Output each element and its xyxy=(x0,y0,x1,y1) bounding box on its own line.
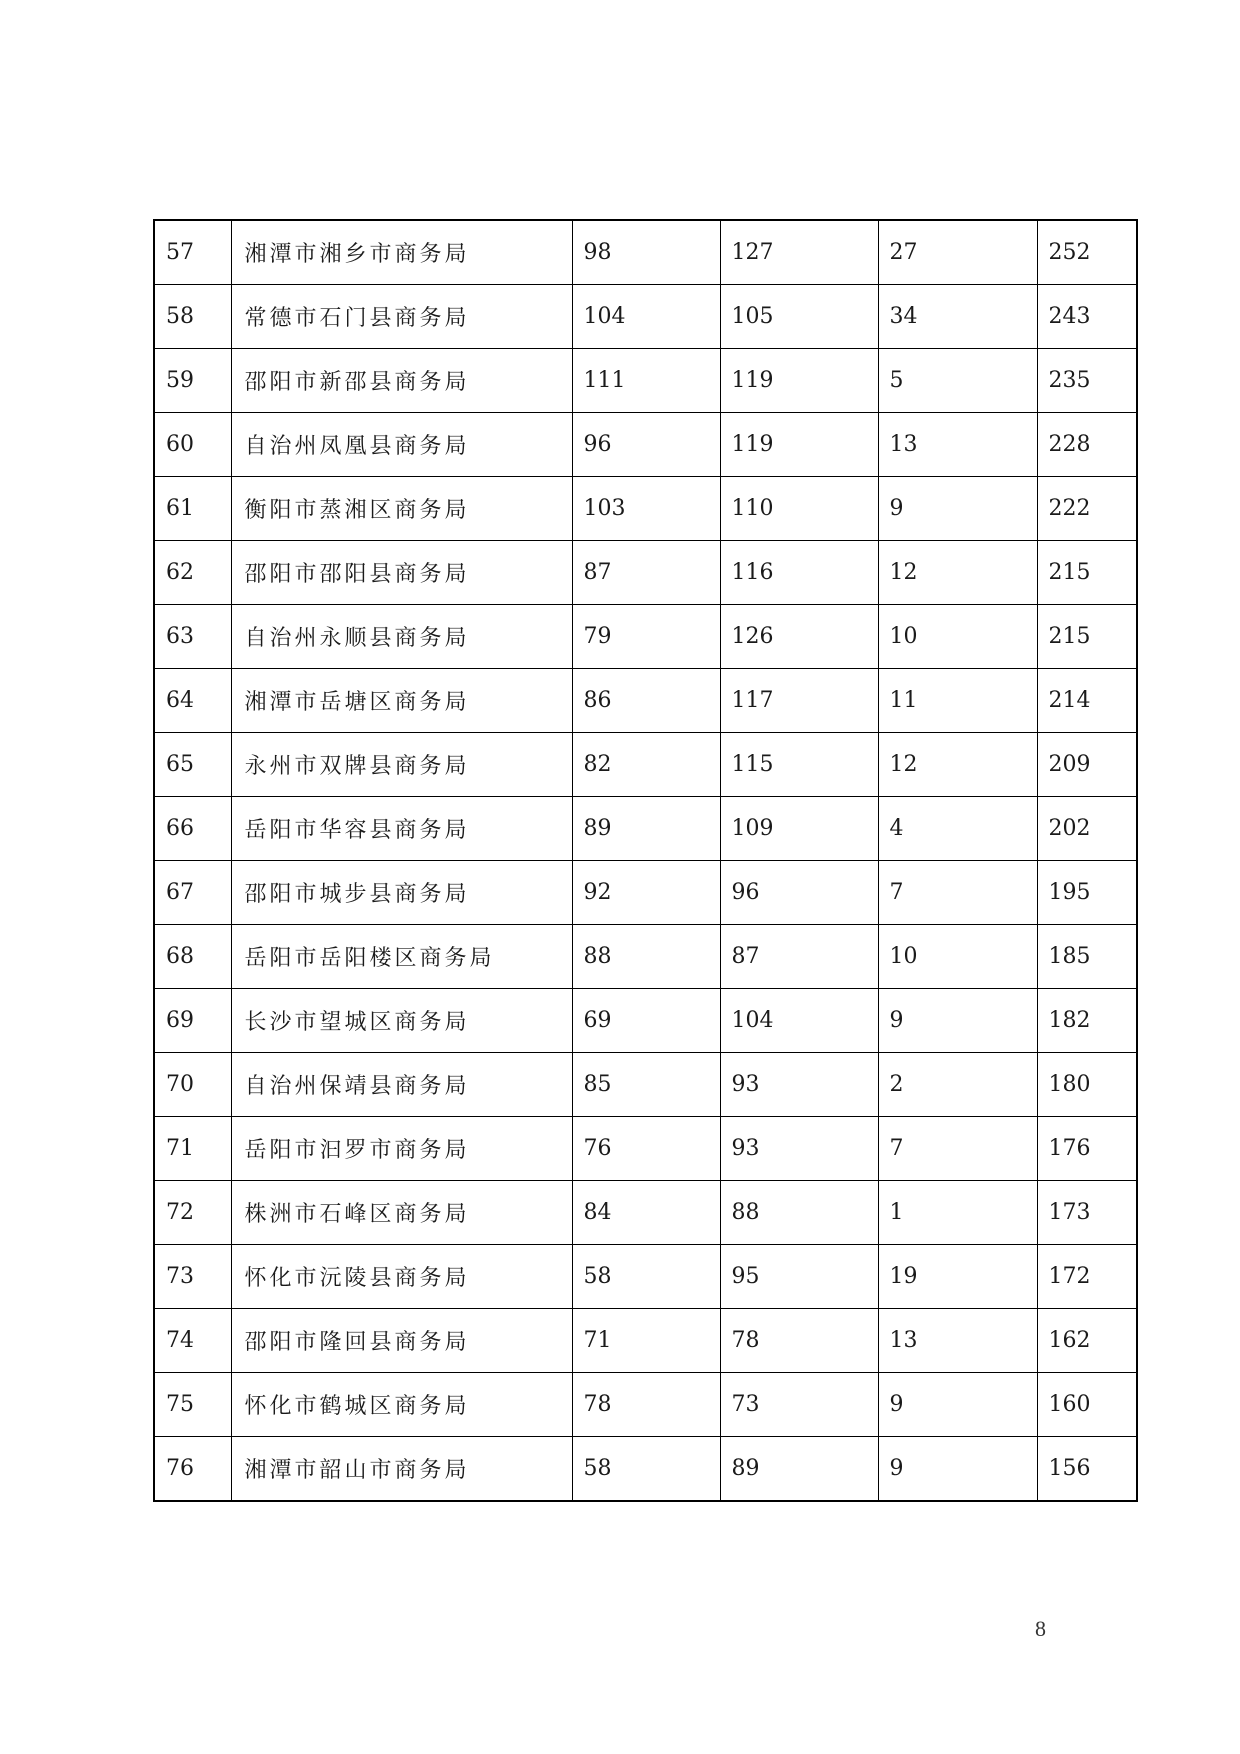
table-row xyxy=(154,1181,1137,1245)
rank-cell: 62 xyxy=(154,541,231,605)
value-cell-c: 10 xyxy=(878,925,1037,989)
rank-cell: 71 xyxy=(154,1117,231,1181)
bureau-name-cell: 湘潭市湘乡市商务局 xyxy=(231,220,572,285)
table-row xyxy=(154,1053,1137,1117)
total-cell: 209 xyxy=(1037,733,1137,797)
value-cell-a: 87 xyxy=(572,541,720,605)
value-cell-a: 76 xyxy=(572,1117,720,1181)
value-cell-a: 84 xyxy=(572,1181,720,1245)
value-cell-b: 110 xyxy=(720,477,878,541)
value-cell-c: 7 xyxy=(878,1117,1037,1181)
value-cell-b: 104 xyxy=(720,989,878,1053)
value-cell-c: 13 xyxy=(878,1309,1037,1373)
value-cell-c: 19 xyxy=(878,1245,1037,1309)
rank-cell: 72 xyxy=(154,1181,231,1245)
value-cell-a: 58 xyxy=(572,1437,720,1502)
total-cell: 156 xyxy=(1037,1437,1137,1502)
table-row xyxy=(154,285,1137,349)
table-row xyxy=(154,541,1137,605)
total-cell: 176 xyxy=(1037,1117,1137,1181)
rank-cell: 64 xyxy=(154,669,231,733)
table-row xyxy=(154,1309,1137,1373)
value-cell-a: 104 xyxy=(572,285,720,349)
value-cell-a: 79 xyxy=(572,605,720,669)
rank-cell: 70 xyxy=(154,1053,231,1117)
bureau-name-cell: 怀化市鹤城区商务局 xyxy=(231,1373,572,1437)
value-cell-a: 86 xyxy=(572,669,720,733)
value-cell-a: 82 xyxy=(572,733,720,797)
value-cell-b: 93 xyxy=(720,1117,878,1181)
value-cell-a: 88 xyxy=(572,925,720,989)
value-cell-c: 34 xyxy=(878,285,1037,349)
value-cell-a: 78 xyxy=(572,1373,720,1437)
value-cell-c: 27 xyxy=(878,220,1037,285)
bureau-name-cell: 长沙市望城区商务局 xyxy=(231,989,572,1053)
value-cell-a: 111 xyxy=(572,349,720,413)
value-cell-c: 13 xyxy=(878,413,1037,477)
table-row xyxy=(154,477,1137,541)
value-cell-c: 9 xyxy=(878,1373,1037,1437)
total-cell: 173 xyxy=(1037,1181,1137,1245)
rank-cell: 68 xyxy=(154,925,231,989)
bureau-name-cell: 邵阳市新邵县商务局 xyxy=(231,349,572,413)
rank-cell: 75 xyxy=(154,1373,231,1437)
bureau-name-cell: 株洲市石峰区商务局 xyxy=(231,1181,572,1245)
rank-cell: 66 xyxy=(154,797,231,861)
table-row xyxy=(154,989,1137,1053)
value-cell-c: 1 xyxy=(878,1181,1037,1245)
bureau-name-cell: 湘潭市韶山市商务局 xyxy=(231,1437,572,1502)
table-row xyxy=(154,1245,1137,1309)
value-cell-a: 85 xyxy=(572,1053,720,1117)
bureau-name-cell: 衡阳市蒸湘区商务局 xyxy=(231,477,572,541)
bureau-name-cell: 岳阳市岳阳楼区商务局 xyxy=(231,925,572,989)
bureau-name-cell: 邵阳市城步县商务局 xyxy=(231,861,572,925)
table-row xyxy=(154,861,1137,925)
value-cell-b: 126 xyxy=(720,605,878,669)
rank-cell: 58 xyxy=(154,285,231,349)
table-row xyxy=(154,220,1137,285)
total-cell: 185 xyxy=(1037,925,1137,989)
total-cell: 202 xyxy=(1037,797,1137,861)
total-cell: 228 xyxy=(1037,413,1137,477)
value-cell-c: 9 xyxy=(878,989,1037,1053)
value-cell-b: 78 xyxy=(720,1309,878,1373)
table-row xyxy=(154,925,1137,989)
bureau-name-cell: 邵阳市邵阳县商务局 xyxy=(231,541,572,605)
value-cell-a: 92 xyxy=(572,861,720,925)
total-cell: 252 xyxy=(1037,220,1137,285)
total-cell: 180 xyxy=(1037,1053,1137,1117)
table-row xyxy=(154,733,1137,797)
bureau-name-cell: 岳阳市华容县商务局 xyxy=(231,797,572,861)
value-cell-a: 58 xyxy=(572,1245,720,1309)
table-row xyxy=(154,605,1137,669)
table-row xyxy=(154,1373,1137,1437)
table-row xyxy=(154,1437,1137,1502)
rank-cell: 67 xyxy=(154,861,231,925)
total-cell: 214 xyxy=(1037,669,1137,733)
rank-cell: 74 xyxy=(154,1309,231,1373)
rank-cell: 63 xyxy=(154,605,231,669)
value-cell-b: 119 xyxy=(720,413,878,477)
ranking-table xyxy=(153,219,1138,1502)
value-cell-c: 9 xyxy=(878,477,1037,541)
value-cell-a: 89 xyxy=(572,797,720,861)
value-cell-b: 73 xyxy=(720,1373,878,1437)
rank-cell: 76 xyxy=(154,1437,231,1502)
value-cell-b: 127 xyxy=(720,220,878,285)
value-cell-b: 96 xyxy=(720,861,878,925)
rank-cell: 61 xyxy=(154,477,231,541)
value-cell-b: 115 xyxy=(720,733,878,797)
rank-cell: 69 xyxy=(154,989,231,1053)
value-cell-c: 4 xyxy=(878,797,1037,861)
value-cell-c: 7 xyxy=(878,861,1037,925)
value-cell-a: 98 xyxy=(572,220,720,285)
total-cell: 172 xyxy=(1037,1245,1137,1309)
value-cell-c: 9 xyxy=(878,1437,1037,1502)
value-cell-b: 89 xyxy=(720,1437,878,1502)
value-cell-b: 88 xyxy=(720,1181,878,1245)
rank-cell: 59 xyxy=(154,349,231,413)
rank-cell: 65 xyxy=(154,733,231,797)
value-cell-c: 12 xyxy=(878,541,1037,605)
value-cell-b: 116 xyxy=(720,541,878,605)
value-cell-b: 119 xyxy=(720,349,878,413)
value-cell-b: 93 xyxy=(720,1053,878,1117)
value-cell-a: 71 xyxy=(572,1309,720,1373)
rank-cell: 60 xyxy=(154,413,231,477)
bureau-name-cell: 自治州凤凰县商务局 xyxy=(231,413,572,477)
rank-cell: 73 xyxy=(154,1245,231,1309)
table-row xyxy=(154,349,1137,413)
total-cell: 215 xyxy=(1037,605,1137,669)
bureau-name-cell: 自治州永顺县商务局 xyxy=(231,605,572,669)
table-row xyxy=(154,1117,1137,1181)
bureau-name-cell: 湘潭市岳塘区商务局 xyxy=(231,669,572,733)
value-cell-a: 103 xyxy=(572,477,720,541)
page-number: 8 xyxy=(1035,1616,1046,1641)
value-cell-b: 117 xyxy=(720,669,878,733)
bureau-name-cell: 怀化市沅陵县商务局 xyxy=(231,1245,572,1309)
total-cell: 162 xyxy=(1037,1309,1137,1373)
rank-cell: 57 xyxy=(154,220,231,285)
value-cell-c: 11 xyxy=(878,669,1037,733)
total-cell: 182 xyxy=(1037,989,1137,1053)
value-cell-c: 10 xyxy=(878,605,1037,669)
total-cell: 243 xyxy=(1037,285,1137,349)
value-cell-b: 87 xyxy=(720,925,878,989)
value-cell-b: 105 xyxy=(720,285,878,349)
table-row xyxy=(154,413,1137,477)
total-cell: 195 xyxy=(1037,861,1137,925)
bureau-name-cell: 永州市双牌县商务局 xyxy=(231,733,572,797)
total-cell: 160 xyxy=(1037,1373,1137,1437)
value-cell-c: 12 xyxy=(878,733,1037,797)
value-cell-b: 95 xyxy=(720,1245,878,1309)
value-cell-c: 5 xyxy=(878,349,1037,413)
total-cell: 235 xyxy=(1037,349,1137,413)
table-row xyxy=(154,669,1137,733)
value-cell-a: 96 xyxy=(572,413,720,477)
total-cell: 215 xyxy=(1037,541,1137,605)
value-cell-a: 69 xyxy=(572,989,720,1053)
bureau-name-cell: 常德市石门县商务局 xyxy=(231,285,572,349)
bureau-name-cell: 自治州保靖县商务局 xyxy=(231,1053,572,1117)
table-row xyxy=(154,797,1137,861)
value-cell-c: 2 xyxy=(878,1053,1037,1117)
bureau-name-cell: 岳阳市汩罗市商务局 xyxy=(231,1117,572,1181)
total-cell: 222 xyxy=(1037,477,1137,541)
table-body xyxy=(154,220,1137,1501)
value-cell-b: 109 xyxy=(720,797,878,861)
bureau-name-cell: 邵阳市隆回县商务局 xyxy=(231,1309,572,1373)
